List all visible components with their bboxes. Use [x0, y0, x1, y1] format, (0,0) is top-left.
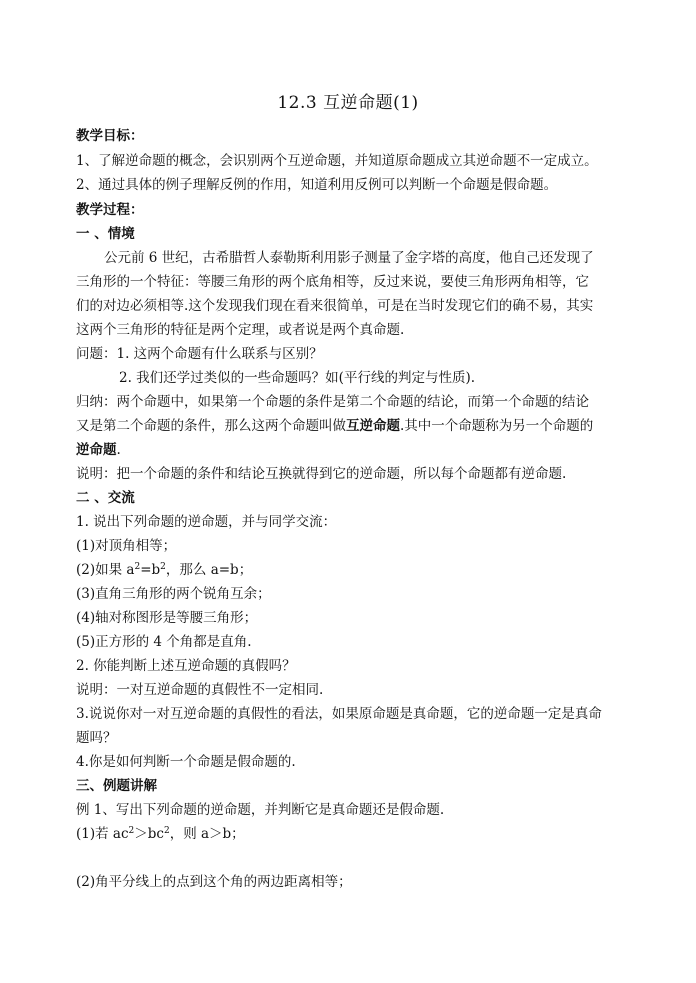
goals-heading: 教学目标：	[76, 128, 144, 144]
paragraph-line-3: 们的对边必须相等.这个发现我们现在看来很简单，可是在当时发现它们的确不易，其实	[76, 298, 594, 314]
exchange-q1: 1. 说出下列命题的逆命题，并与同学交流：	[76, 514, 337, 530]
list-item-4: (4)轴对称图形是等腰三角形；	[76, 610, 258, 626]
list-item-5: (5)正方形的 4 个角都是直角.	[76, 634, 252, 650]
summary-line-1: 归纳：两个命题中，如果第一个命题的条件是第二个命题的结论，而第一个命题的结论	[76, 394, 589, 410]
superscript: 2	[163, 826, 170, 836]
process-heading: 教学过程：	[76, 202, 144, 218]
summary-text-b: .其中一个命题称为另一个命题的	[400, 418, 594, 434]
exchange-q4: 4.你是如何判断一个命题是假命题的.	[76, 754, 296, 770]
list-item-3: (3)直角三角形的两个锐角互余；	[76, 586, 271, 602]
section1-heading: 一 、情境	[76, 226, 135, 242]
exchange-q2-note: 说明：一对互逆命题的真假性不一定相同.	[76, 682, 324, 698]
paragraph-line-4: 这两个三角形的特征是两个定理，或者说是两个真命题.	[76, 322, 405, 338]
exchange-q3-line-1: 3.说说你对一对互逆命题的真假性的看法，如果原命题是真命题，它的逆命题一定是真命	[76, 706, 602, 722]
note-line: 说明：把一个命题的条件和结论互换就得到它的逆命题，所以每个命题都有逆命题.	[76, 466, 567, 482]
example-item-1	[76, 822, 624, 846]
goal-item-2: 2、通过具体的例子理解反例的作用，知道利用反例可以判断一个命题是假命题。	[76, 177, 558, 193]
section2-heading: 二 、交流	[76, 490, 135, 506]
term-mutual-converse: 互逆命题	[346, 418, 400, 434]
page-title: 12.3 互逆命题(1)	[277, 93, 419, 113]
superscript: 2	[128, 826, 135, 836]
summary-text-c: .	[116, 442, 121, 458]
example-item-2: (2)角平分线上的点到这个角的两边距离相等；	[76, 874, 352, 890]
superscript: 2	[134, 562, 141, 572]
item2-suffix: ，那么 a=b；	[165, 562, 253, 578]
paragraph-line-1: 公元前 6 世纪，古希腊哲人泰勒斯利用影子测量了金字塔的高度，他自己还发现了	[104, 250, 594, 266]
exchange-q2: 2. 你能判断上述互逆命题的真假吗？	[76, 658, 296, 674]
item2-prefix: (2)如果 a	[76, 562, 135, 578]
item2-mid: =b	[140, 562, 161, 578]
list-item-1: (1)对顶角相等；	[76, 538, 177, 554]
section3-heading: 三、例题讲解	[76, 778, 157, 794]
superscript: 2	[160, 562, 166, 572]
summary-line-3	[76, 438, 624, 462]
term-converse: 逆命题	[76, 442, 117, 458]
exchange-q3-line-2: 题吗？	[76, 730, 117, 746]
example1-mid: ＞bc	[134, 826, 164, 842]
goal-item-1: 1、了解逆命题的概念，会识别两个互逆命题，并知道原命题成立其逆命题不一定成立。	[76, 153, 598, 169]
list-item-2	[76, 558, 624, 582]
summary-text-a: 又是第二个命题的条件，那么这两个命题叫做	[76, 418, 346, 434]
example1-prefix: (1)若 ac	[76, 826, 129, 842]
question-1: 问题：1. 这两个命题有什么联系与区别？	[76, 346, 323, 362]
question-2: 2. 我们还学过类似的一些命题吗？如(平行线的判定与性质).	[119, 370, 475, 386]
example1-suffix: ，则 a＞b；	[169, 826, 245, 842]
paragraph-line-2: 三角形的一个特征：等腰三角形的两个底角相等，反过来说，要使三角形两角相等，它	[76, 274, 589, 290]
example-1: 例 1、写出下列命题的逆命题，并判断它是真命题还是假命题.	[76, 802, 445, 818]
summary-line-2	[76, 414, 624, 438]
